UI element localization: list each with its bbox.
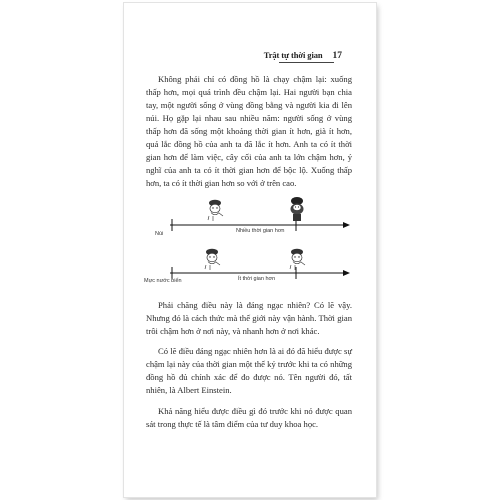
young-figure-bottom-left-icon [205,249,220,270]
bottom-arrowhead [343,270,350,276]
old-figure-top-icon [291,197,304,221]
less-time-label: Ít thời gian hơn [238,276,276,282]
paragraph-3: Có lẽ điều đáng ngạc nhiên hơn là ai đó đã hiểu được sự chậm lại này của thời gian một thế kỷ trước khi ta có những đồng hồ đủ chính xác để đo được nó. Tên người đó, tất nhiên, là Albert Einstein. [146,346,352,395]
more-time-label: Nhiều thời gian hơn [236,228,285,234]
running-title: Trật tự thời gian [263,50,323,60]
mountain-label: Núi [155,231,164,237]
page-number: 17 [332,51,342,61]
top-arrowhead [343,222,350,228]
young-figure-top-icon [208,200,223,221]
young-figure-bottom-right-icon [290,249,305,270]
paragraph-1: Không phải chỉ có đồng hồ là chạy chậm lại: xuống thấp hơn, mọi quá trình đều chậm lại. Hai người bạn chia tay, một người sống ở vùng đồng bằng và người kia đi lên núi. Họ gặp lại nhau sau nhiều năm: người sống ở vùng thấp hơn đã sống một khoảng thời gian ít hơn, già ít hơn, quả lắc đồng hồ của anh ta đã lắc ít hơn. Anh ta có ít thời gian hơn để làm việc, cây cối của anh ta lớn chậm hơn, ý nghĩ của anh ta có ít thời gian hơn để bộc lộ. Xuống thấp hơn, ta có ít thời gian hơn so với ở trên cao. [146,74,352,188]
book-page [124,3,376,497]
paragraph-4: Khả năng hiểu được điều gì đó trước khi nó được quan sát trong thực tế là tâm điểm của tư duy khoa học. [146,406,352,429]
paragraph-2: Phải chăng điều này là đáng ngạc nhiên? Có lẽ vậy. Nhưng đó là cách thức mà thế giới này vận hành. Thời gian trôi chậm hơn ở nơi này, và nhanh hơn ở nơi khác. [146,300,352,336]
sea-level-label: Mực nước biển [144,278,182,284]
